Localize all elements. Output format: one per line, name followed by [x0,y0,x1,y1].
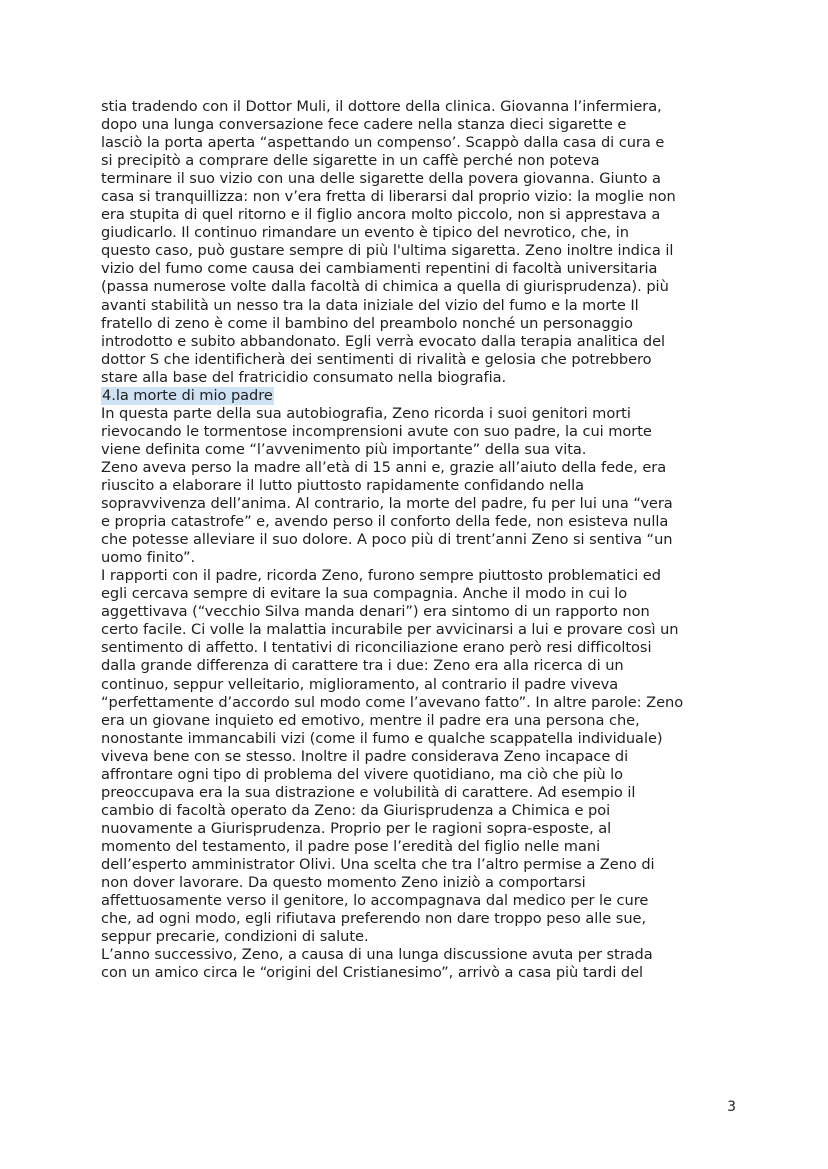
text-line: riuscito a elaborare il lutto piuttosto rapidamente confidando nella [101,476,584,494]
text-line: che, ad ogni modo, egli rifiutava preferendo non dare troppo peso alle sue, [101,910,647,928]
text-line: con un amico circa le “origini del Cristianesimo”, arrivò a casa più tardi del [101,964,644,982]
text-line: dell’esperto amministrator Olivi. Una scelta che tra l’altro permise a Zeno di [101,855,655,873]
text-line: nuovamente a Giurisprudenza. Proprio per le ragioni sopra-esposte, al [101,819,612,837]
text-line: “perfettamente d’accordo sul modo come l’avevano fatto”. In altre parole: Zeno [101,693,684,711]
text-line: dopo una lunga conversazione fece cadere nella stanza dieci sigarette e [101,116,627,134]
text-line: I rapporti con il padre, ricorda Zeno, furono sempre piuttosto problematici ed [101,567,661,585]
text-line: vizio del fumo come causa dei cambiamenti repentini di facoltà universitaria [101,260,658,278]
text-line: certo facile. Ci volle la malattia incurabile per avvicinarsi a lui e provare così un [101,621,679,639]
text-line: questo caso, può gustare sempre di più l'ultima sigaretta. Zeno inoltre indica il [101,242,674,260]
text-line: Zeno aveva perso la madre all’età di 15 anni e, grazie all’aiuto della fede, era [101,458,667,476]
section-heading: 4.la morte di mio padre [102,386,273,404]
text-line: rievocando le tormentose incomprensioni avute con suo padre, la cui morte [101,422,652,440]
text-line: affettuosamente verso il genitore, lo accompagnava dal medico per le cure [101,892,649,910]
text-line: giudicarlo. Il continuo rimandare un evento è tipico del nevrotico, che, in [101,224,629,242]
text-line: dottor S che identificherà dei sentimenti di rivalità e gelosia che potrebbero [101,350,652,368]
text-line: terminare il suo vizio con una delle sigarette della povera giovanna. Giunto a [101,170,661,188]
text-line: cambio di facoltà operato da Zeno: da Giurisprudenza a Chimica e poi [101,801,611,819]
text-line: casa si tranquillizza: non v’era fretta di liberarsi dal proprio vizio: la moglie non [101,188,676,206]
text-line: e propria catastrofe” e, avendo perso il conforto della fede, non esisteva nulla [101,513,669,531]
text-line: affrontare ogni tipo di problema del vivere quotidiano, ma ciò che più lo [101,765,624,783]
text-line: fratello di zeno è come il bambino del preambolo nonché un personaggio [101,314,633,332]
text-line: era stupita di quel ritorno e il figlio ancora molto piccolo, non si apprestava a [101,206,661,224]
text-line: sopravvivenza dell’anima. Al contrario, la morte del padre, fu per lui una “vera [101,495,673,513]
text-line: introdotto e subito abbandonato. Egli verrà evocato dalla terapia analitica del [101,332,666,350]
text-line: viveva bene con se stesso. Inoltre il padre considerava Zeno incapace di [101,747,629,765]
text-line: (passa numerose volte dalla facoltà di chimica a quella di giurisprudenza). più [101,278,669,296]
page-number: 3 [727,1099,736,1115]
text-line: si precipitò a comprare delle sigarette in un caffè perché non poteva [101,152,600,170]
text-line: nonostante immancabili vizi (come il fumo e qualche scappatella individuale) [101,729,663,747]
text-line: era un giovane inquieto ed emotivo, mentre il padre era una persona che, [101,711,640,729]
text-line: egli cercava sempre di evitare la sua compagnia. Anche il modo in cui lo [101,585,628,603]
text-line: aggettivava (“vecchio Silva manda denari”) era sintomo di un rapporto non [101,603,650,621]
text-line: stia tradendo con il Dottor Muli, il dottore della clinica. Giovanna l’infermiera, [101,98,662,115]
text-line: stare alla base del fratricidio consumato nella biografia. [101,368,507,386]
section-heading-line [101,387,737,405]
text-line: preoccupava era la sua distrazione e volubilità di carattere. Ad esempio il [101,783,636,801]
text-line: lasciò la porta aperta “aspettando un compenso’. Scappò dalla casa di cura e [101,134,665,152]
text-line: dalla grande differenza di carattere tra i due: Zeno era alla ricerca di un [101,657,624,675]
text-line: viene definita come “l’avvenimento più importante” della sua vita. [101,440,587,458]
text-line: momento del testamento, il padre pose l’eredità del figlio nelle mani [101,837,601,855]
text-line: avanti stabilità un nesso tra la data iniziale del vizio del fumo e la morte Il [101,296,639,314]
text-line: In questa parte della sua autobiografia, Zeno ricorda i suoi genitori morti [101,404,631,422]
text-line: sentimento di affetto. I tentativi di riconciliazione erano però resi difficoltosi [101,639,652,657]
text-line: seppur precarie, condizioni di salute. [101,928,369,946]
text-line: continuo, seppur velleitario, miglioramento, al contrario il padre viveva [101,675,619,693]
text-line: che potesse alleviare il suo dolore. A poco più di trent’anni Zeno si sentiva “un [101,531,673,549]
body-text [101,98,737,982]
text-line: non dover lavorare. Da questo momento Zeno iniziò a comportarsi [101,874,586,892]
text-line: L’anno successivo, Zeno, a causa di una lunga discussione avuta per strada [101,946,653,964]
text-line: uomo finito”. [101,549,196,567]
